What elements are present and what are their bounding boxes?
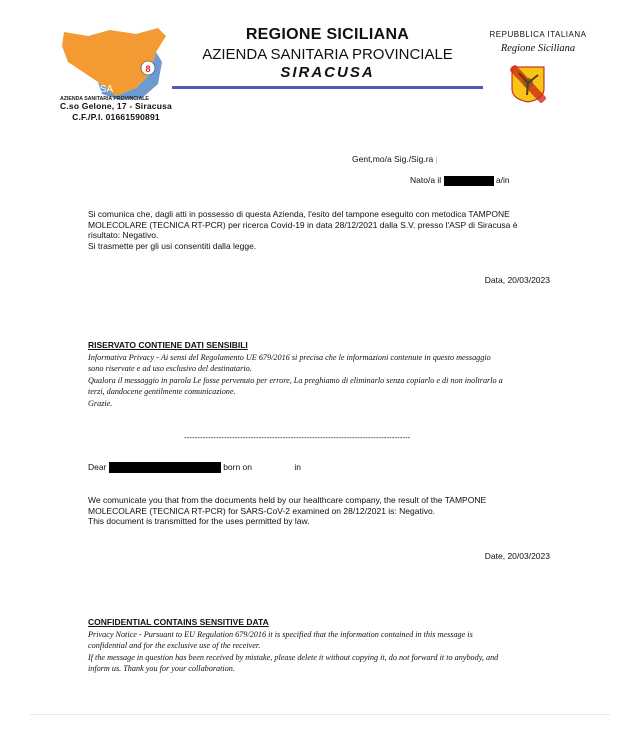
in-label: in [294,462,302,472]
english-privacy-line-3: If the message in question has been received by mistake, please delete it without copying it, do not forward it to anybody, and [88,652,499,662]
logo-asp: ASP [62,72,83,83]
sicily-map-icon [58,22,170,102]
english-privacy-line-2: confidential and for the exclusive use of the receiver. [88,641,261,651]
english-body [88,495,552,527]
born-on-label: born on [223,462,253,472]
section-separator: ------------------------------------------------------------------------------------- [184,433,411,442]
italian-privacy-line-5: Grazie. [88,398,113,408]
english-date: Date, 20/03/2023 [484,551,550,561]
redacted-birth-date [444,176,494,186]
redacted-name [436,156,437,164]
italian-privacy-notice [88,352,554,409]
english-body-line-1: We comunicate you that from the documents held by our healthcare company, the result of the TAMPONE [88,495,487,505]
header-divider [172,86,483,89]
italian-body-line-4: Si trasmette per gli usi consentiti dalla legge. [88,241,257,252]
recipient-label: Gent,mo/a Sig./Sig.ra [352,154,434,164]
english-confidential-title: CONFIDENTIAL CONTAINS SENSITIVE DATA [88,617,269,627]
header-region: REGIONE SICILIANA [245,26,410,43]
italian-body-line-3: risultato: Negativo. [88,230,159,241]
republic-title: REPUBBLICA ITALIANA [489,30,587,39]
recipient-line [352,154,437,165]
dear-line [88,462,301,473]
italian-privacy-line-1: Informativa Privacy - Ai sensi del Regolamento UE 679/2016 si precisa che le informazioni contenute in questo messaggio [88,353,491,362]
italian-date: Data, 20/03/2023 [484,275,550,285]
region-subtitle: Regione Siciliana [500,43,576,54]
english-privacy-line-1: Privacy Notice - Pursuant to EU Regulation 679/2016 it is specified that the information contained in this message is [88,630,473,639]
born-label: Nato/a il [410,175,442,185]
english-privacy-notice [88,629,554,675]
logo-subtitle: AZIENDA SANITARIA PROVINCIALE [60,96,149,102]
italian-privacy-line-2: sono riservate e ad uso esclusivo del destinatario. [88,364,252,374]
english-body-line-3: This document is transmitted for the uses permitted by law. [88,516,310,527]
header-title [185,26,470,81]
header-agency: AZIENDA SANITARIA PROVINCIALE [202,46,453,63]
birth-line [410,175,510,186]
republic-header [483,30,593,54]
english-privacy-line-4: inform us. Thank you for your collaboration. [88,664,235,674]
italian-privacy-line-4: terzi, dandocene gentilmente comunicazione. [88,387,236,397]
dear-label: Dear [88,462,107,472]
page-bottom-divider [30,714,610,715]
asp-address [56,101,176,123]
asp-siracusa-logo [58,22,170,102]
address-line-2: C.F./P.I. 01661590891 [72,112,160,122]
english-body-line-2: MOLECOLARE (TECNICA RT-PCR) for SARS-CoV-2 examined on 28/12/2021 is: Negativo. [88,505,436,516]
italian-body [88,209,552,252]
header-city: SIRACUSA [280,64,375,81]
trinacria-emblem-icon [510,65,546,103]
logo-badge: 8 [145,64,151,74]
italian-body-line-1: Si comunica che, dagli atti in possesso di questa Azienda, l'esito del tampone eseguito con metodica TAMPONE [88,209,510,219]
italian-privacy-line-3: Qualora il messaggio in parola Le fosse pervenuto per errore, La preghiamo di eliminarlo senza copiarlo e di non inoltrarlo a [88,375,503,385]
logo-siracusa: SIRACUSA [62,84,114,95]
redacted-recipient [109,462,221,473]
address-line-1: C.so Gelone, 17 - Siracusa [60,101,172,111]
italian-body-line-2: MOLECOLARE (TECNICA RT-PCR) per ricerca Covid-19 in data 28/12/2021 dalla S.V. presso l'ASP di Siracusa è [88,219,518,230]
italian-confidential-title: RISERVATO CONTIENE DATI SENSIBILI [88,340,248,350]
born-suffix: a/in [495,175,510,185]
